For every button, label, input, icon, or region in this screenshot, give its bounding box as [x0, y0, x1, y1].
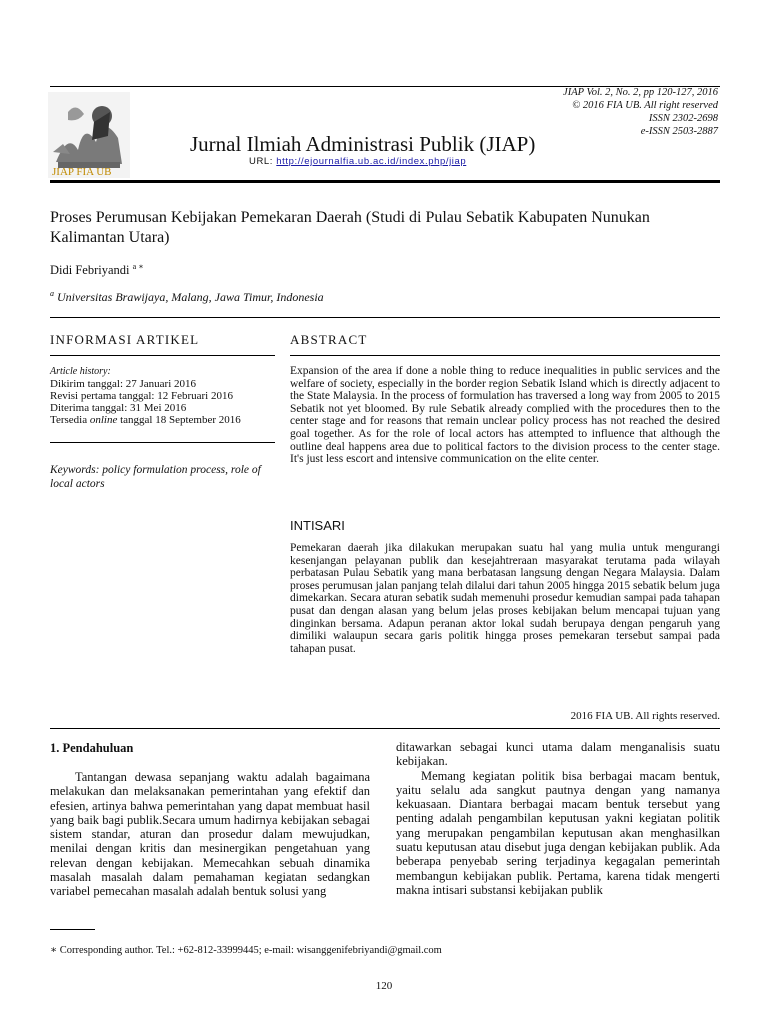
history-accepted: Diterima tanggal: 31 Mei 2016: [50, 402, 187, 414]
header-bottom-rule: [50, 180, 720, 183]
url-label: URL:: [249, 156, 274, 167]
logo-caption: JIAP FIA UB: [52, 166, 112, 178]
left-paragraph: Tantangan dewasa sepanjang waktu adalah bagaimana melakukan dan melaksanakan pemerintahan yang efektif dan efesien, artinya bahwa pemerintahan yang dapat membuat hasil yang baik bagi publik.Secara umum hadirnya kebijakan sebagai sistem standar, aturan dan prosedur dalam mewujudkan, menilai dengan kritis dan mesinergikan pengetahuan yang relevan dengan kebijakan. Memecahkan sebuah dinamika masalah masalah dalam pemahaman kegiatan sedangkan variabel pemecahan masalah adalah bentuk solusi yang: [50, 770, 370, 899]
history-online: [50, 414, 241, 426]
article-history: [50, 366, 241, 426]
right-paragraph-1: ditawarkan sebagai kunci utama dalam menganalisis suatu kebijakan.: [396, 740, 720, 769]
meta-issn: ISSN 2302-2698: [648, 113, 718, 124]
author-line: [50, 262, 144, 278]
info-heading-rule: [50, 355, 275, 356]
author-name: Didi Febriyandi: [50, 263, 130, 278]
keywords: Keywords: policy formulation process, role of local actors: [50, 464, 261, 490]
meta-volume: JIAP Vol. 2, No. 2, pp 120-127, 2016: [563, 87, 718, 98]
right-paragraph-2: Memang kegiatan politik bisa berbagai macam bentuk, yaitu selalu ada sangkut pautnya dengan yang namanya kekuasaan. Diantara berbagai macam bentuk tersebut yang penting adalah pengambilan keputusan yakni kegiatan politik yang merupakan pengambilan keputusan akan menghasilkan suatu keputusan atau disebut juga dengan kebijakan publik. Ada beberapa penyebab sering terjadinya kegagalan pemerintah membangun kebijakan publik. Pertama, karena tidak mengerti makna intisari substansi kebijakan publik: [396, 768, 720, 897]
abstract-section-rule: [50, 728, 720, 729]
body-left-column: [50, 770, 370, 899]
journal-meta: [563, 86, 718, 138]
article-info-heading: INFORMASI ARTIKEL: [50, 332, 200, 347]
online-suffix: tanggal 18 September 2016: [120, 414, 241, 426]
journal-url-line: [249, 156, 466, 167]
journal-title: Jurnal Ilmiah Administrasi Publik (JIAP): [190, 132, 536, 156]
affiliation-text: Universitas Brawijaya, Malang, Jawa Timur, Indonesia: [57, 290, 324, 304]
online-prefix: Tersedia: [50, 414, 88, 426]
journal-url-link[interactable]: http://ejournalfia.ub.ac.id/index.php/jiap: [276, 156, 467, 167]
affiliation-line: [50, 289, 324, 305]
footnote: ∗ Corresponding author. Tel.: +62-812-33999445; e-mail: wisanggenifebriyandi@gmail.com: [50, 945, 442, 956]
footnote-rule: [50, 929, 95, 930]
abstract-heading: ABSTRACT: [290, 332, 368, 347]
meta-eissn: e-ISSN 2503-2887: [640, 126, 718, 137]
history-revised: Revisi pertama tanggal: 12 Februari 2016: [50, 390, 233, 402]
title-block-rule: [50, 317, 720, 318]
copyright-note: 2016 FIA UB. All rights reserved.: [570, 710, 720, 722]
history-label: Article history:: [50, 366, 111, 377]
history-bottom-rule: [50, 442, 275, 443]
paper-title: Proses Perumusan Kebijakan Pemekaran Daerah (Studi di Pulau Sebatik Kabupaten Nunukan Kalimantan Utara): [50, 209, 650, 246]
abstract-heading-rule: [290, 355, 720, 356]
affiliation-mark: a: [50, 289, 54, 298]
abstract-text: Expansion of the area if done a noble thing to reduce inequalities in public services and the welfare of society, especially in the border region Sebatik Island which is directly adjacent to the State Malaysia. In the process of formulation has traversed a long way from 2005 to 2015 Sebatik not yet bloomed. By rule Sebatik already complied with the procedures then to the center stage and for reasons that remain unclear policy process has not reached the desired goal together. As for the role of local actors has attempted to influence that although the outline deal happens area due to political factors to the division process to the center stage. It's just less escort and intensive communication on the elite center.: [290, 365, 720, 466]
history-received: Dikirim tanggal: 27 Januari 2016: [50, 378, 197, 390]
intisari-heading: INTISARI: [290, 518, 345, 533]
body-right-column: [396, 740, 720, 897]
online-word: online: [89, 414, 118, 426]
intisari-text: Pemekaran daerah jika dilakukan merupakan suatu hal yang mulia untuk mengurangi kesenjangan pelayanan publik dan kesejahtreraan masyarakat terutama pada wilayah perbatasan Pulau Sebatik yang mana berbatasan langsung dengan Negara Malaysia. Dalam proses perumusan jalan panjang telah dilalui dari tahun 2005 hingga 2015 sebatik belum juga dimekarkan. Secara aturan sebatik sudah memenuhi prosedur kemudian sampai pada tahapan pusat dan dengan alasan yang belum jelas proses kebijakan belum mencapai tujuan yang dinginkan bersama. Adapun peranan aktor lokal sudah berupaya dengan pengaruh yang dimiliki walaupun secara garis politik hingga proses pemekaran tersebut sampai pada tahapan pusat.: [290, 542, 720, 655]
author-marks: a ∗: [132, 262, 144, 271]
page-number: 120: [375, 980, 393, 992]
meta-copyright: © 2016 FIA UB. All right reserved: [572, 100, 718, 111]
section-heading: 1. Pendahuluan: [50, 741, 134, 755]
